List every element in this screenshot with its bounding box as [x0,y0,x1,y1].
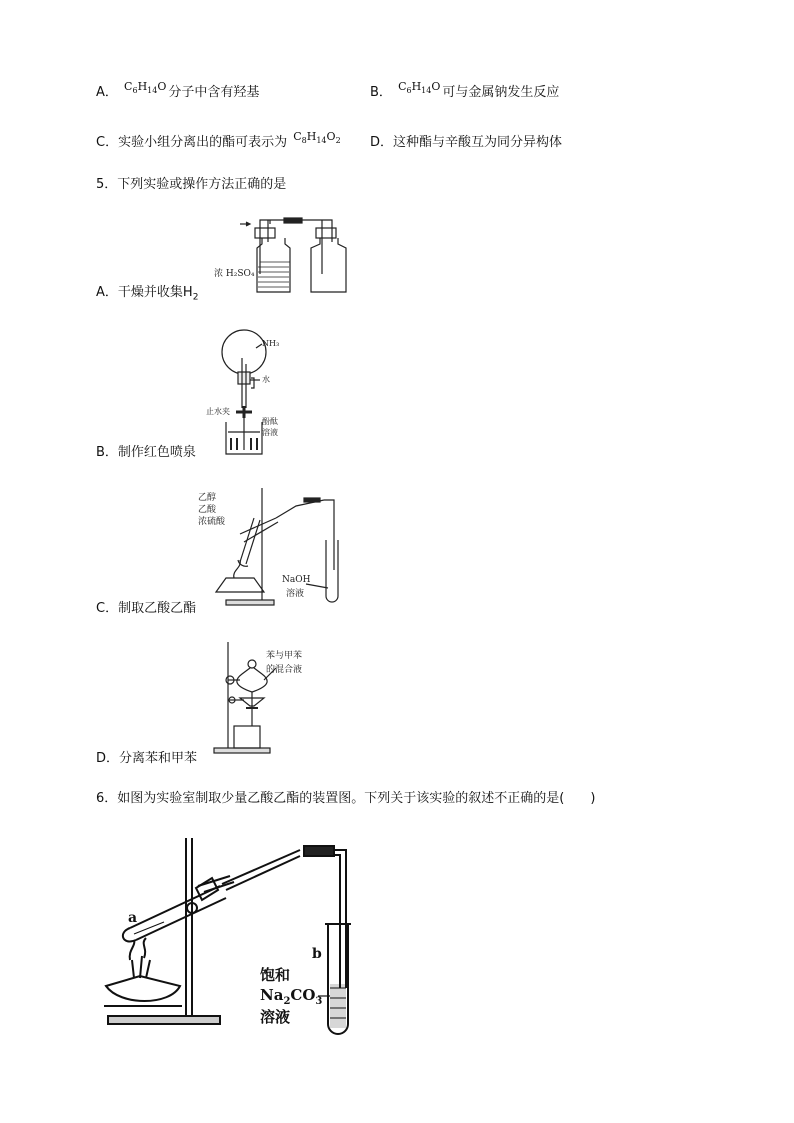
figure-drying-apparatus [212,212,352,298]
label-sulfuric-acid: 浓硫酸 [198,517,226,527]
option-text: 分子中含有羟基 [168,85,260,100]
figure-fountain-apparatus [196,328,316,456]
figure-ester-apparatus-large [100,828,370,1040]
q4-option-a [96,80,260,106]
q4-option-b [370,80,560,106]
q4-option-c [96,130,343,156]
option-text: 实验小组分离出的酯可表示为 [118,135,288,150]
label-mix-1: 苯与甲苯 [266,651,303,661]
option-text: 这种酯与辛酸互为同分异构体 [393,135,563,150]
option-letter: A． [96,85,118,100]
label-b: b [312,946,322,962]
q5-option-b: B．制作红色喷泉 [96,445,196,460]
figure-ester-apparatus-small [196,484,356,608]
q4-option-d [370,134,562,152]
label-conc-h2so4: 浓 H₂SO₄ [214,269,255,279]
label-phenolphthalein-2: 溶液 [262,428,278,437]
label-saturated: 饱和 [260,966,291,984]
option-letter: D． [370,135,394,150]
formula: C8H14O2 [293,130,341,146]
label-water: 水 [262,375,270,384]
label-solution-large: 溶液 [260,1008,291,1026]
option-letter: C． [96,135,119,150]
q5-option-d: D．分离苯和甲苯 [96,751,198,766]
q6-stem: 6．如图为实验室制取少量乙酸乙酯的装置图。下列关于该实验的叙述不正确的是( ) [96,791,596,806]
label-phenolphthalein-1: 酚酞 [262,417,278,426]
label-naoh: NaOH [282,575,311,585]
option-letter: B． [370,85,392,100]
label-clamp: 止水夹 [206,407,230,416]
q5-option-c: C．制取乙酸乙酯 [96,601,197,616]
label-a: a [128,910,138,926]
option-text: 可与金属钠发生反应 [442,85,560,100]
label-nh3: NH₃ [262,339,280,348]
q5-stem: 5．下列实验或操作方法正确的是 [96,177,287,192]
figure-separatory-funnel [206,640,356,756]
q5-option-a: A．干燥并收集$H_2$ [96,285,199,303]
label-mix-2: 的混合液 [266,665,303,675]
formula: C6H14O [398,80,441,96]
label-solution: 溶液 [286,589,305,599]
label-na2co3: $Na_2CO_3$ [260,986,323,1007]
label-acetic-acid: 乙酸 [198,505,217,515]
label-ethanol: 乙醇 [198,493,217,503]
formula: C6H14O [124,80,167,96]
